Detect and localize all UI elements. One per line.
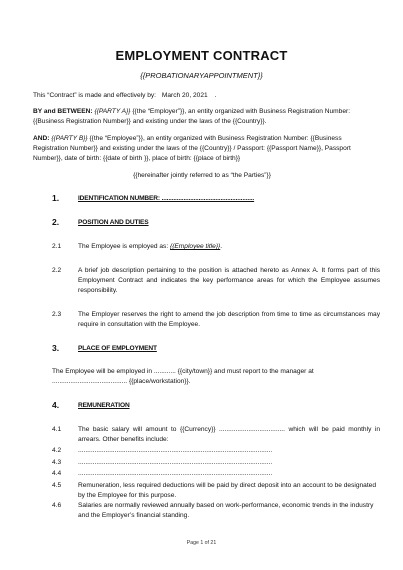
section-2-title: POSITION AND DUTIES bbox=[78, 219, 149, 226]
section-3-number: 3. bbox=[52, 343, 60, 353]
clause-2-1-end: . bbox=[220, 243, 223, 250]
clause-2-1-text bbox=[78, 242, 380, 252]
section-4-number: 4. bbox=[52, 400, 60, 410]
section-3-text: The Employee will be employed in ............ {{city/town}} and must report to the manager at ......................................... {{place/workstation}}. bbox=[52, 368, 314, 385]
document-title: EMPLOYMENT CONTRACT bbox=[115, 48, 288, 63]
clause-4-1-number: 4.1 bbox=[52, 426, 62, 433]
clause-4-5-number: 4.5 bbox=[52, 482, 62, 489]
section-1-number: 1. bbox=[52, 193, 60, 203]
section-1-title: IDENTIFICATION NUMBER: ....................................................... bbox=[78, 195, 255, 202]
clause-4-3-text: .......................................................................................................... bbox=[78, 459, 273, 466]
hereinafter-line: {{hereinafter jointly referred to as “the Parties”}} bbox=[133, 172, 271, 179]
contract-date-line bbox=[33, 91, 371, 101]
party-b-text: {{the “Employee”}}, an entity organized with Business Registration Number: {{Business Registration Number}} and existing under the laws of the {{Country}} / Passport: {{Passport Name}}, Passport Number}}, date of birth: {{date of birth }}, place of birth: {{place of birth}} bbox=[33, 135, 351, 162]
employee-title-field: {{Employee title}} bbox=[170, 243, 221, 250]
section-2-number: 2. bbox=[52, 217, 60, 227]
clause-4-1-text: The basic salary will amount to {{Currency}} .................................... which will be paid monthly in arrears. Other benefits include: bbox=[78, 426, 380, 443]
party-b-paragraph bbox=[33, 134, 371, 164]
clause-4-2-number: 4.2 bbox=[52, 447, 62, 454]
contract-date: March 20, 2021 bbox=[161, 92, 208, 99]
and-label: AND: bbox=[33, 135, 50, 142]
clause-2-1-number: 2.1 bbox=[52, 243, 62, 250]
clause-2-2-text: A brief job description pertaining to the position is attached hereto as Annex A. It forms part of this Employment Contract and indicates the key performance areas for which the Employee assumes responsibility. bbox=[78, 267, 380, 294]
clause-4-6-number: 4.6 bbox=[52, 502, 62, 509]
clause-4-2-text: .......................................................................................................... bbox=[78, 447, 273, 454]
party-a-placeholder: {{PARTY A}} bbox=[94, 108, 131, 115]
clause-2-2-number: 2.2 bbox=[52, 267, 62, 274]
contract-made-text: This “Contract” is made and effectively by: bbox=[33, 92, 157, 99]
clause-4-5-text: Remuneration, less required deductions will be paid by direct deposit into an account to be designated by the Employee for this purpose. bbox=[78, 482, 377, 499]
section-4-title: REMUNERATION bbox=[78, 402, 130, 409]
contract-date-period: . bbox=[214, 92, 217, 99]
clause-4-4-text: .......................................................................................................... bbox=[78, 470, 273, 477]
clause-2-1-lead: The Employee is employed as: bbox=[78, 243, 170, 250]
party-a-text: {{the “Employer”}}, an entity organized with Business Registration Number: {{Business Registration Number}} and existing under the laws of the {{Country}}. bbox=[33, 108, 351, 125]
party-a-paragraph bbox=[33, 107, 371, 127]
clause-4-4-number: 4.4 bbox=[52, 470, 62, 477]
section-3-title: PLACE OF EMPLOYMENT bbox=[78, 345, 157, 352]
clause-2-3-text: The Employer reserves the right to amend the job description from time to time as circumstances may require in consultation with the Employee. bbox=[78, 311, 380, 328]
clause-4-6-text: Salaries are normally reviewed annually based on work-performance, economic trends in the industry and the Employer’s financial standing. bbox=[78, 502, 374, 519]
document-subtitle: {{PROBATIONARYAPPOINTMENT}} bbox=[140, 71, 263, 80]
page-number: Page 1 of 21 bbox=[186, 540, 217, 546]
party-b-placeholder: {{PARTY B}} bbox=[51, 135, 88, 142]
clause-4-3-number: 4.3 bbox=[52, 459, 62, 466]
by-and-between-label: BY and BETWEEN: bbox=[33, 108, 93, 115]
clause-2-3-number: 2.3 bbox=[52, 311, 62, 318]
